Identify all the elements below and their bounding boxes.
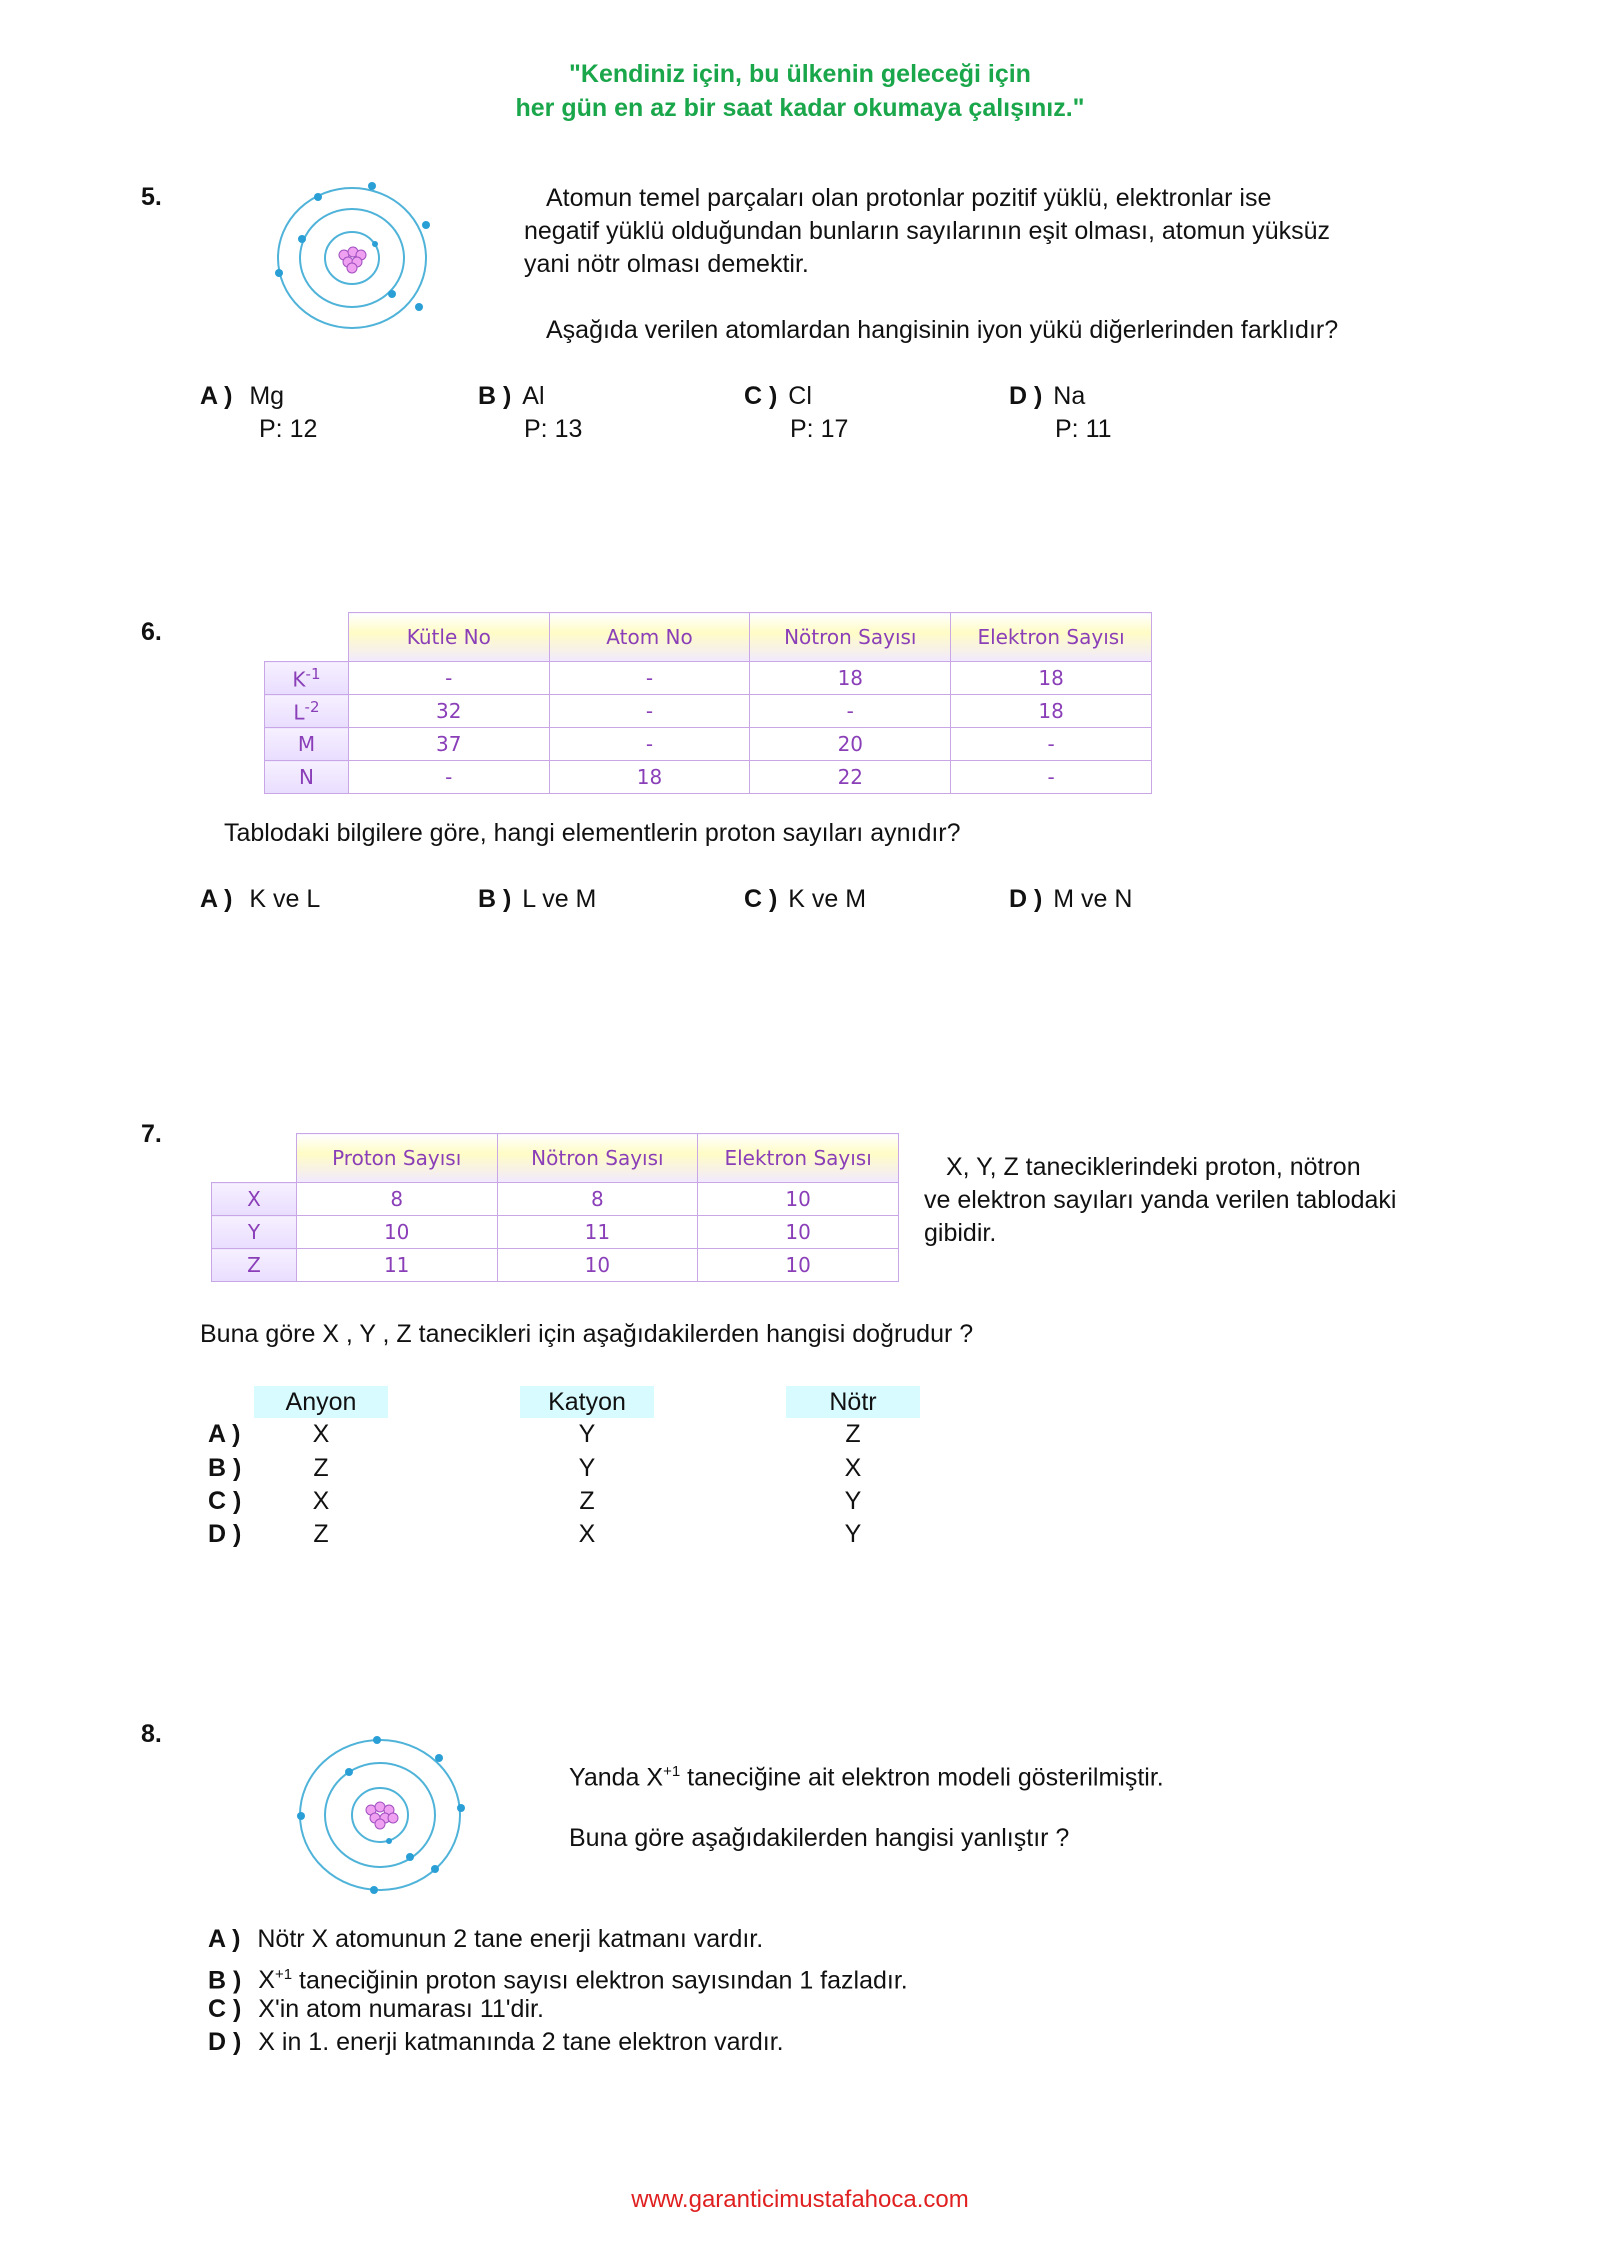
- table-cell: 10: [698, 1249, 899, 1282]
- q7-option-a-anyon: X: [312, 1420, 330, 1448]
- option-element: Mg: [249, 382, 285, 410]
- table-cell: 10: [497, 1249, 698, 1282]
- quote-line-2: her gün en az bir saat kadar okumaya çalışınız.": [515, 94, 1085, 122]
- q5-option-b[interactable]: [478, 380, 545, 413]
- q5-option-b-proton: P: 13: [524, 415, 583, 443]
- q7-option-c-letter[interactable]: C ): [208, 1487, 242, 1515]
- table-cell: 10: [296, 1216, 497, 1249]
- q6-option-a[interactable]: A ) K ve L: [200, 885, 321, 913]
- q5-option-c-proton: P: 17: [790, 415, 849, 443]
- q7-option-c-katyon: Z: [579, 1487, 595, 1515]
- q8-line-2: Buna göre aşağıdakilerden hangisi yanlıştır ?: [569, 1824, 1070, 1852]
- table-header: Nötron Sayısı: [497, 1134, 698, 1183]
- column-header-katyon: Katyon: [520, 1386, 654, 1418]
- table-row: [265, 662, 1152, 695]
- question-7-number: 7.: [141, 1120, 162, 1148]
- q5-option-a[interactable]: [200, 380, 284, 413]
- row-label: X: [212, 1183, 297, 1216]
- quote-line-1: "Kendiniz için, bu ülkenin geleceği için: [569, 60, 1031, 88]
- q7-side-line-3: gibidir.: [924, 1219, 997, 1247]
- q7-question: Buna göre X , Y , Z tanecikleri için aşağıdakilerden hangisi doğrudur ?: [200, 1320, 974, 1348]
- option-letter: C ): [744, 382, 778, 410]
- q8-line-1: Yanda $X^{+1}$ taneciğine ait elektron modeli gösterilmiştir.: [569, 1763, 1164, 1792]
- table-cell: -: [549, 695, 750, 728]
- table-cell: 18: [951, 695, 1152, 728]
- q6-option-b[interactable]: B ) L ve M: [478, 885, 597, 913]
- q5-option-c[interactable]: [744, 380, 812, 413]
- q7-option-a-katyon: Y: [578, 1420, 596, 1448]
- q7-option-d-katyon: X: [578, 1520, 596, 1548]
- table-row: [265, 695, 1152, 728]
- column-header-anyon: Anyon: [254, 1386, 388, 1418]
- row-label: $K^{-1}$: [265, 662, 349, 695]
- table-header: Nötron Sayısı: [750, 613, 951, 662]
- table-row: [212, 1216, 899, 1249]
- row-label: Z: [212, 1249, 297, 1282]
- table-cell: 18: [549, 761, 750, 794]
- q5-option-a-proton: P: 12: [259, 415, 318, 443]
- question-6-number: 6.: [141, 618, 162, 646]
- row-label: Y: [212, 1216, 297, 1249]
- option-element: Cl: [788, 382, 812, 410]
- table-cell: 20: [750, 728, 951, 761]
- q7-option-a-notr: Z: [845, 1420, 861, 1448]
- option-letter: B ): [478, 382, 512, 410]
- table-cell: 37: [348, 728, 549, 761]
- table-header: Elektron Sayısı: [951, 613, 1152, 662]
- table-corner: [212, 1134, 297, 1183]
- table-cell: 22: [750, 761, 951, 794]
- row-label: $L^{-2}$: [265, 695, 349, 728]
- q8-option-b[interactable]: B ) $X^{+1}$ taneciğinin proton sayısı elektron sayısından 1 fazladır.: [208, 1966, 908, 1995]
- table-cell: -: [348, 761, 549, 794]
- table-cell: 18: [951, 662, 1152, 695]
- table-cell: -: [549, 728, 750, 761]
- table-cell: -: [750, 695, 951, 728]
- footer-website-link[interactable]: www.garanticimustafahoca.com: [631, 2186, 969, 2213]
- row-label: N: [265, 761, 349, 794]
- q8-option-d[interactable]: D ) X in 1. enerji katmanında 2 tane elektron vardır.: [208, 2028, 784, 2056]
- q7-option-c-anyon: X: [312, 1487, 330, 1515]
- table-cell: -: [348, 662, 549, 695]
- q5-paragraph-line-1: Atomun temel parçaları olan protonlar pozitif yüklü, elektronlar ise: [546, 184, 1272, 212]
- table-row: [212, 1249, 899, 1282]
- q5-question: Aşağıda verilen atomlardan hangisinin iyon yükü diğerlerinden farklıdır?: [546, 316, 1339, 344]
- table-corner: [265, 613, 349, 662]
- q7-option-b-anyon: Z: [313, 1454, 329, 1482]
- q6-option-d[interactable]: D ) M ve N: [1009, 885, 1133, 913]
- q7-option-a-letter[interactable]: A ): [208, 1420, 241, 1448]
- table-cell: 32: [348, 695, 549, 728]
- q7-option-b-katyon: Y: [578, 1454, 596, 1482]
- q6-table: [264, 612, 1152, 794]
- q7-option-b-notr: X: [844, 1454, 862, 1482]
- q7-side-line-1: X, Y, Z taneciklerindeki proton, nötron: [946, 1153, 1361, 1181]
- column-header-notr: Nötr: [786, 1386, 920, 1418]
- q8-option-c[interactable]: C ) X'in atom numarası 11'dir.: [208, 1995, 544, 2023]
- table-row: [265, 728, 1152, 761]
- table-row: [212, 1183, 899, 1216]
- table-cell: 10: [698, 1183, 899, 1216]
- q5-option-d-proton: P: 11: [1055, 415, 1112, 443]
- q6-question: Tablodaki bilgilere göre, hangi elementlerin proton sayıları aynıdır?: [224, 819, 961, 847]
- q7-side-line-2: ve elektron sayıları yanda verilen tablodaki: [924, 1186, 1397, 1214]
- table-cell: 8: [296, 1183, 497, 1216]
- table-cell: -: [951, 761, 1152, 794]
- q8-option-a[interactable]: A ) Nötr X atomunun 2 tane enerji katmanı vardır.: [208, 1925, 764, 1953]
- table-cell: 10: [698, 1216, 899, 1249]
- q5-paragraph-line-3: yani nötr olması demektir.: [524, 250, 809, 278]
- q7-option-b-letter[interactable]: B ): [208, 1454, 242, 1482]
- q7-option-d-anyon: Z: [313, 1520, 329, 1548]
- q7-option-d-letter[interactable]: D ): [208, 1520, 242, 1548]
- option-letter: D ): [1009, 382, 1043, 410]
- q7-option-d-notr: Y: [844, 1520, 862, 1548]
- atom-model-icon: [262, 176, 442, 336]
- question-5-number: 5.: [141, 183, 162, 211]
- q7-table: [211, 1133, 899, 1282]
- table-cell: -: [951, 728, 1152, 761]
- table-cell: 11: [497, 1216, 698, 1249]
- option-element: Al: [522, 382, 545, 410]
- table-row: [265, 761, 1152, 794]
- row-label: M: [265, 728, 349, 761]
- question-8-number: 8.: [141, 1720, 162, 1748]
- table-cell: -: [549, 662, 750, 695]
- q5-option-d[interactable]: [1009, 380, 1085, 413]
- table-header: Atom No: [549, 613, 750, 662]
- table-header: Elektron Sayısı: [698, 1134, 899, 1183]
- q6-option-c[interactable]: C ) K ve M: [744, 885, 867, 913]
- q5-paragraph-line-2: negatif yüklü olduğundan bunların sayılarının eşit olması, atomun yüksüz: [524, 217, 1331, 245]
- table-cell: 8: [497, 1183, 698, 1216]
- option-element: Na: [1053, 382, 1086, 410]
- table-cell: 11: [296, 1249, 497, 1282]
- q7-option-c-notr: Y: [844, 1487, 862, 1515]
- table-cell: 18: [750, 662, 951, 695]
- table-header: Kütle No: [348, 613, 549, 662]
- table-header: Proton Sayısı: [296, 1134, 497, 1183]
- option-letter: A ): [200, 382, 233, 410]
- atom-model-icon: [289, 1728, 471, 1894]
